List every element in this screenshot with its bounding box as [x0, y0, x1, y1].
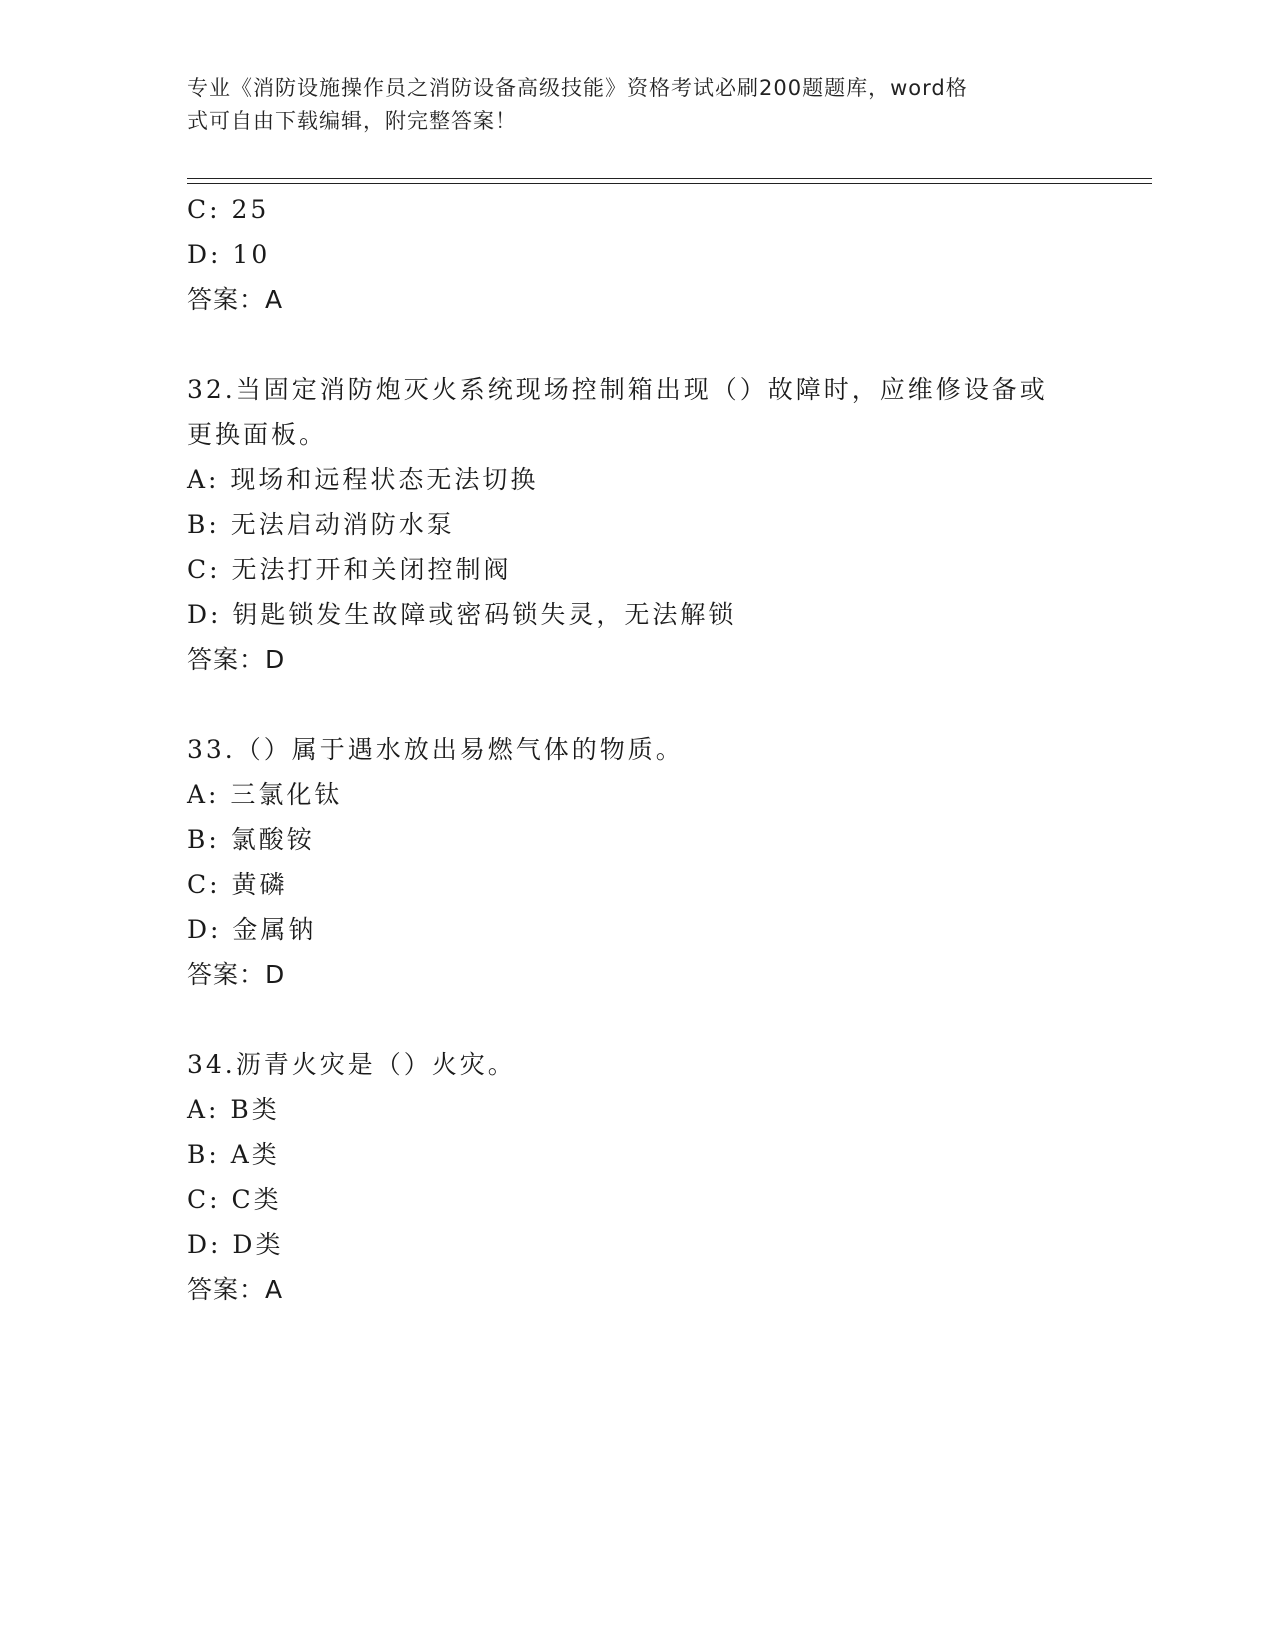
- header-line-2: 式可自由下载编辑，附完整答案！: [187, 109, 517, 133]
- header-rule-top: [187, 178, 1152, 179]
- question-stem: 34.沥青火灾是（）火灾。: [187, 1050, 516, 1079]
- option-b: B: A类: [187, 1140, 280, 1169]
- question-stem: 33.（）属于遇水放出易燃气体的物质。: [187, 735, 684, 764]
- option-b: B: 氯酸铵: [187, 825, 315, 854]
- question-stem: 32.当固定消防炮灭火系统现场控制箱出现（）故障时，应维修设备或: [187, 375, 1048, 404]
- option-d: D: 10: [187, 240, 271, 269]
- answer: 答案：A: [187, 285, 284, 314]
- option-a: A: 三氯化钛: [187, 780, 343, 809]
- option-c: C: 黄磷: [187, 870, 288, 899]
- question-stem-continued: 更换面板。: [187, 420, 328, 449]
- header-line-1: 专业《消防设施操作员之消防设备高级技能》资格考试必刷200题题库，word格: [187, 76, 968, 100]
- option-c: C: 25: [187, 195, 270, 224]
- option-c: C: 无法打开和关闭控制阀: [187, 555, 512, 584]
- option-d: D: D类: [187, 1230, 284, 1259]
- option-a: A: B类: [187, 1095, 280, 1124]
- document-header: [187, 72, 1087, 138]
- header-rule-bottom: [187, 183, 1152, 184]
- answer: 答案：D: [187, 645, 286, 674]
- answer: 答案：D: [187, 960, 286, 989]
- option-d: D: 金属钠: [187, 915, 317, 944]
- option-a: A: 现场和远程状态无法切换: [187, 465, 539, 494]
- answer: 答案：A: [187, 1275, 284, 1304]
- option-d: D: 钥匙锁发生故障或密码锁失灵，无法解锁: [187, 600, 737, 629]
- option-b: B: 无法启动消防水泵: [187, 510, 455, 539]
- option-c: C: C类: [187, 1185, 282, 1214]
